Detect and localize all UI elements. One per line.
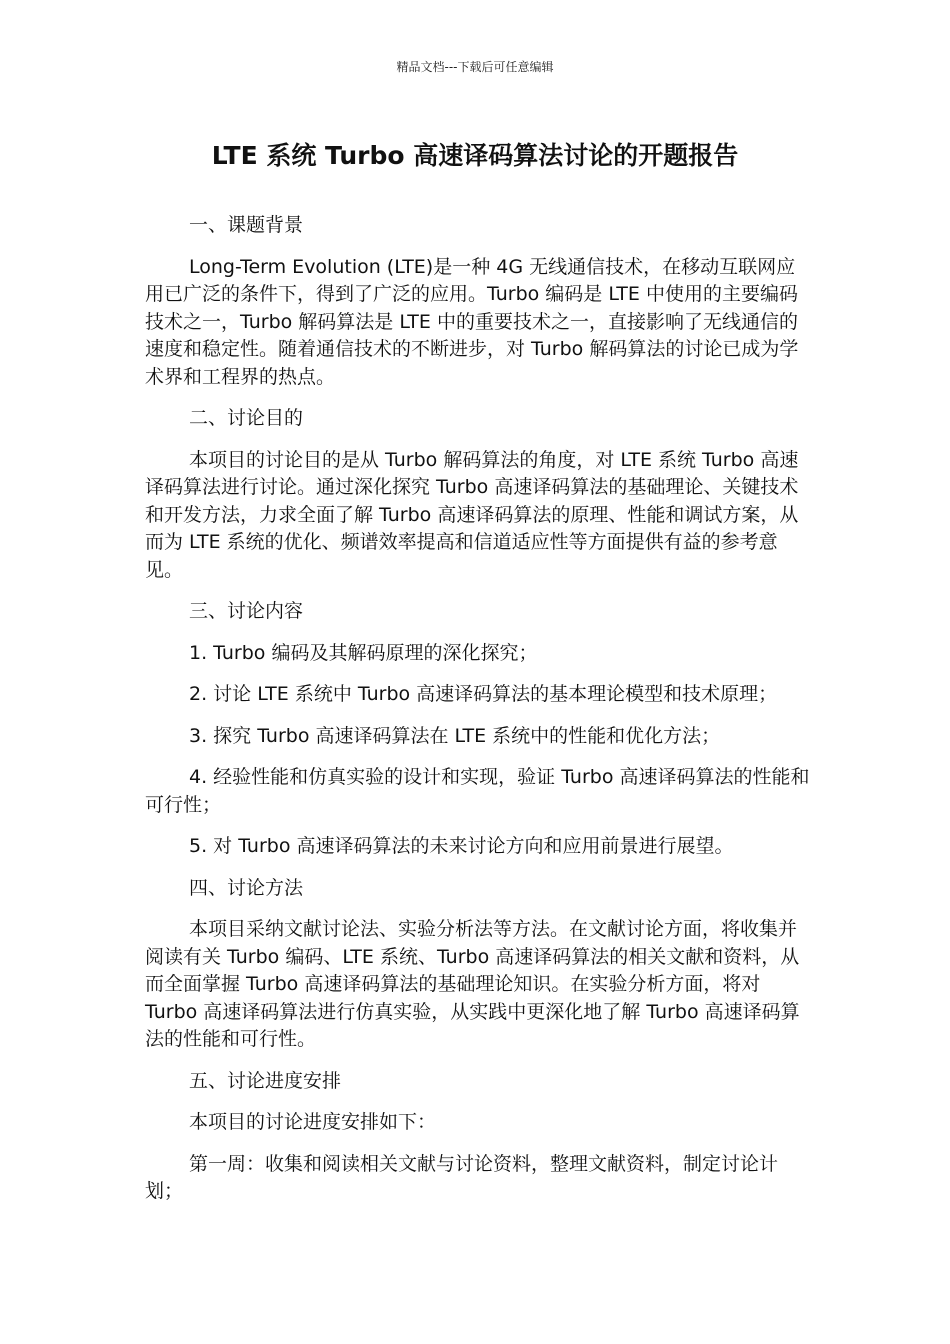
paragraph-method: 本项目采纳文献讨论法、实验分析法等方法。在文献讨论方面，将收集并阅读有关 Turbo 编码、LTE 系统、Turbo 高速译码算法的相关文献和资料，从而全面掌握 Turbo 高速译码算法的基础理论知识。在实验分析方面，将对 Turbo 高速译码算法进行仿真实验，从实践中更深化地了解 Turbo 高速译码算法的性能和可行性。 bbox=[145, 918, 800, 1050]
paragraph-background: Long-Term Evolution (LTE)是一种 4G 无线通信技术，在移动互联网应用已广泛的条件下，得到了广泛的应用。Turbo 编码是 LTE 中使用的主要编码技术之一，Turbo 解码算法是 LTE 中的重要技术之一，直接影响了无线通信的速度和稳定性。随着通信技术的不断进步，对 Turbo 解码算法的讨论已成为学术界和工程界的热点。 bbox=[145, 255, 799, 388]
content-item-4: 4. 经验性能和仿真实验的设计和实现，验证 Turbo 高速译码算法的性能和可行性； bbox=[145, 766, 810, 816]
content-item-1: 1. Turbo 编码及其解码原理的深化探究； bbox=[189, 641, 538, 664]
paragraph-schedule-week1: 第一周：收集和阅读相关文献与讨论资料，整理文献资料，制定讨论计划； bbox=[145, 1152, 779, 1202]
content-item-5: 5. 对 Turbo 高速译码算法的未来讨论方向和应用前景进行展望。 bbox=[189, 835, 734, 857]
document-body bbox=[145, 212, 813, 1220]
section-heading-schedule: 五、讨论进度安排 bbox=[189, 1069, 342, 1092]
content-item-2: 2. 讨论 LTE 系统中 Turbo 高速译码算法的基本理论模型和技术原理； bbox=[189, 683, 778, 705]
section-heading-content: 三、讨论内容 bbox=[189, 600, 304, 622]
section-heading-background: 一、课题背景 bbox=[189, 214, 304, 236]
section-heading-purpose: 二、讨论目的 bbox=[189, 407, 304, 429]
content-item-3: 3. 探究 Turbo 高速译码算法在 LTE 系统中的性能和优化方法； bbox=[189, 724, 721, 747]
paragraph-purpose: 本项目的讨论目的是从 Turbo 解码算法的角度，对 LTE 系统 Turbo 高速译码算法进行讨论。通过深化探究 Turbo 高速译码算法的基础理论、关键技术和开发方法，力求全面了解 Turbo 高速译码算法的原理、性能和调试方案，从而为 LTE 系统的优化、频谱效率提高和信道适应性等方面提供有益的参考意见。 bbox=[145, 448, 799, 581]
section-heading-method: 四、讨论方法 bbox=[189, 876, 304, 899]
paragraph-schedule-intro: 本项目的讨论进度安排如下： bbox=[189, 1111, 437, 1133]
document-title: LTE 系统 Turbo 高速译码算法讨论的开题报告 bbox=[211, 141, 739, 170]
page-header-note: 精品文档---下载后可任意编辑 bbox=[396, 60, 554, 74]
